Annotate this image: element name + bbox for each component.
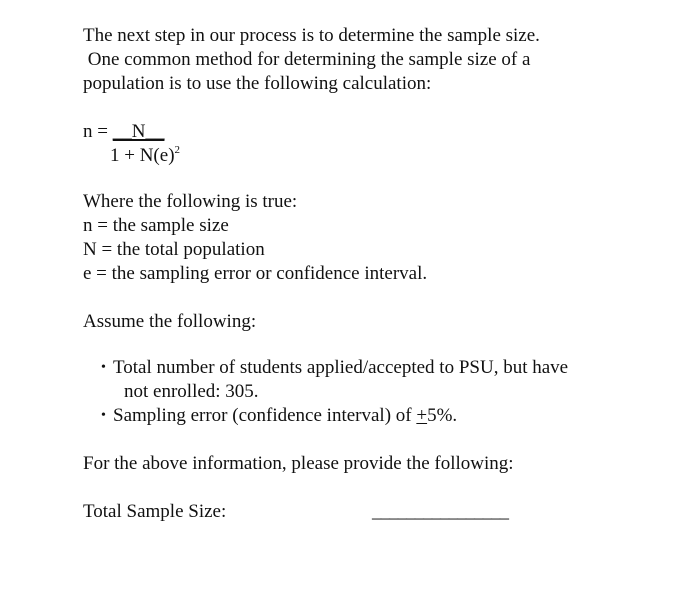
assumptions-block	[83, 310, 683, 428]
list-item	[101, 404, 683, 428]
list-item	[101, 356, 683, 404]
definition-n: n = the sample size	[83, 215, 229, 236]
formula-lhs: n =	[83, 121, 113, 142]
assumptions-list	[83, 356, 683, 428]
answer-row	[83, 500, 683, 526]
formula-denominator: 1 + N(e)	[110, 145, 175, 166]
bullet-2-text	[113, 404, 683, 428]
bullet-1-line-2: not enrolled: 305.	[124, 381, 259, 402]
formula-exponent: 2	[174, 144, 181, 156]
intro-line-2: One common method for determining the sample size of a	[83, 49, 531, 70]
document-body	[83, 24, 683, 526]
bullet-1-line-1: Total number of students applied/accepted to PSU, but have	[113, 357, 569, 378]
sample-size-formula	[83, 120, 683, 168]
definitions-heading: Where the following is true:	[83, 191, 298, 212]
plus-minus-sign: +	[416, 405, 428, 426]
bullet-2-prefix: Sampling error (confidence interval) of	[113, 405, 417, 426]
definition-e: e = the sampling error or confidence interval.	[83, 263, 428, 284]
formula-denominator-line	[110, 144, 180, 170]
definitions-block	[83, 190, 683, 286]
total-sample-size-label: Total Sample Size:	[83, 501, 227, 522]
assumptions-heading: Assume the following:	[83, 311, 257, 332]
intro-line-3: population is to use the following calculation:	[83, 73, 432, 94]
intro-paragraph	[83, 24, 683, 96]
request-paragraph	[83, 452, 683, 476]
bullet-glyph: •	[101, 360, 106, 375]
request-text: For the above information, please provide the following:	[83, 453, 514, 474]
definition-N: N = the total population	[83, 239, 265, 260]
intro-line-1: The next step in our process is to determine the sample size.	[83, 25, 540, 46]
answer-blank-line[interactable]: ________________	[372, 501, 508, 522]
formula-top-line	[83, 120, 164, 144]
formula-numerator: __N__	[112, 121, 165, 142]
bullet-2-value: 5%.	[427, 405, 458, 426]
bullet-glyph: •	[101, 408, 106, 423]
